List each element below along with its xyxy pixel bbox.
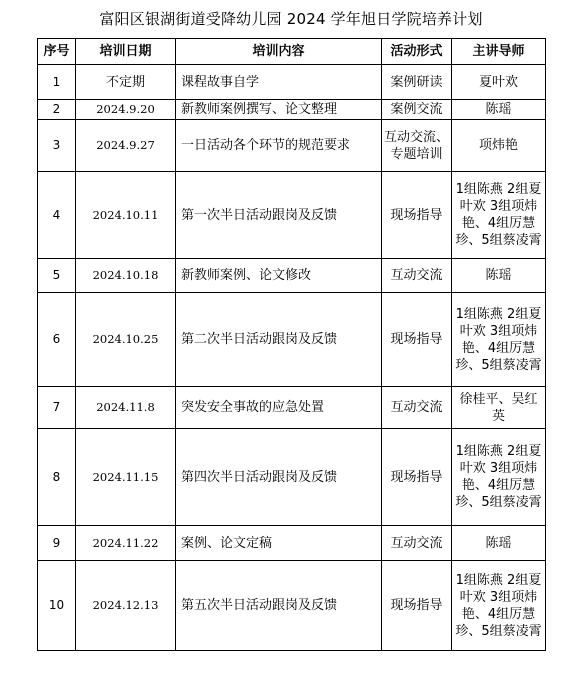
- row-content: 第四次半日活动跟岗及反馈: [176, 429, 382, 526]
- row-content: 新教师案例、论文修改: [176, 259, 382, 293]
- row-form: 互动交流: [382, 387, 452, 429]
- row-form: 现场指导: [382, 561, 452, 651]
- row-form: 互动交流、专题培训: [382, 120, 452, 172]
- row-number: 2: [38, 100, 76, 120]
- row-date: 2024.9.27: [76, 120, 176, 172]
- table-row: [38, 429, 546, 526]
- row-number: 10: [38, 561, 76, 651]
- row-teacher: 徐桂平、吴红英: [452, 387, 546, 429]
- row-form: 互动交流: [382, 526, 452, 561]
- row-number: 4: [38, 172, 76, 259]
- training-plan-table: [37, 38, 546, 651]
- row-teacher: 陈瑶: [452, 100, 546, 120]
- row-content: 突发安全事故的应急处置: [176, 387, 382, 429]
- table-row: [38, 100, 546, 120]
- row-form: 互动交流: [382, 259, 452, 293]
- row-content: 新教师案例撰写、论文整理: [176, 100, 382, 120]
- table-row: [38, 526, 546, 561]
- row-content: 第五次半日活动跟岗及反馈: [176, 561, 382, 651]
- row-teacher: 陈瑶: [452, 259, 546, 293]
- row-form: 现场指导: [382, 429, 452, 526]
- row-date: 2024.11.8: [76, 387, 176, 429]
- header-lecturer: 主讲导师: [452, 39, 546, 65]
- row-teacher: 1组陈燕 2组夏叶欢 3组项炜艳、4组厉慧珍、5组蔡凌霄: [452, 293, 546, 387]
- table-row: [38, 387, 546, 429]
- row-content: 一日活动各个环节的规范要求: [176, 120, 382, 172]
- row-content: 第二次半日活动跟岗及反馈: [176, 293, 382, 387]
- row-date: 2024.10.18: [76, 259, 176, 293]
- row-form: 现场指导: [382, 172, 452, 259]
- row-number: 9: [38, 526, 76, 561]
- table-row: [38, 561, 546, 651]
- table-row: [38, 172, 546, 259]
- row-date: 2024.11.15: [76, 429, 176, 526]
- row-number: 1: [38, 65, 76, 100]
- row-teacher: 1组陈燕 2组夏叶欢 3组项炜艳、4组厉慧珍、5组蔡凌霄: [452, 561, 546, 651]
- row-teacher: 夏叶欢: [452, 65, 546, 100]
- header-number: 序号: [38, 39, 76, 65]
- page-title: 富阳区银湖街道受降幼儿园 2024 学年旭日学院培养计划: [99, 10, 483, 28]
- table-row: [38, 293, 546, 387]
- table-row: [38, 65, 546, 100]
- row-number: 6: [38, 293, 76, 387]
- row-date: 2024.9.20: [76, 100, 176, 120]
- row-date: 2024.10.11: [76, 172, 176, 259]
- row-date: 2024.11.22: [76, 526, 176, 561]
- row-date: 不定期: [76, 65, 176, 100]
- row-number: 5: [38, 259, 76, 293]
- row-form: 案例研读: [382, 65, 452, 100]
- row-teacher: 1组陈燕 2组夏叶欢 3组项炜艳、4组厉慧珍、5组蔡凌霄: [452, 429, 546, 526]
- row-teacher: 1组陈燕 2组夏叶欢 3组项炜艳、4组厉慧珍、5组蔡凌霄: [452, 172, 546, 259]
- row-content: 案例、论文定稿: [176, 526, 382, 561]
- table-row: [38, 120, 546, 172]
- row-number: 7: [38, 387, 76, 429]
- row-form: 案例交流: [382, 100, 452, 120]
- table-header-row: [38, 39, 546, 65]
- row-date: 2024.12.13: [76, 561, 176, 651]
- row-teacher: 项炜艳: [452, 120, 546, 172]
- row-number: 3: [38, 120, 76, 172]
- row-number: 8: [38, 429, 76, 526]
- row-teacher: 陈瑶: [452, 526, 546, 561]
- header-activity-form: 活动形式: [382, 39, 452, 65]
- row-content: 课程故事自学: [176, 65, 382, 100]
- header-date: 培训日期: [76, 39, 176, 65]
- row-date: 2024.10.25: [76, 293, 176, 387]
- table-row: [38, 259, 546, 293]
- row-content: 第一次半日活动跟岗及反馈: [176, 172, 382, 259]
- row-form: 现场指导: [382, 293, 452, 387]
- header-content: 培训内容: [176, 39, 382, 65]
